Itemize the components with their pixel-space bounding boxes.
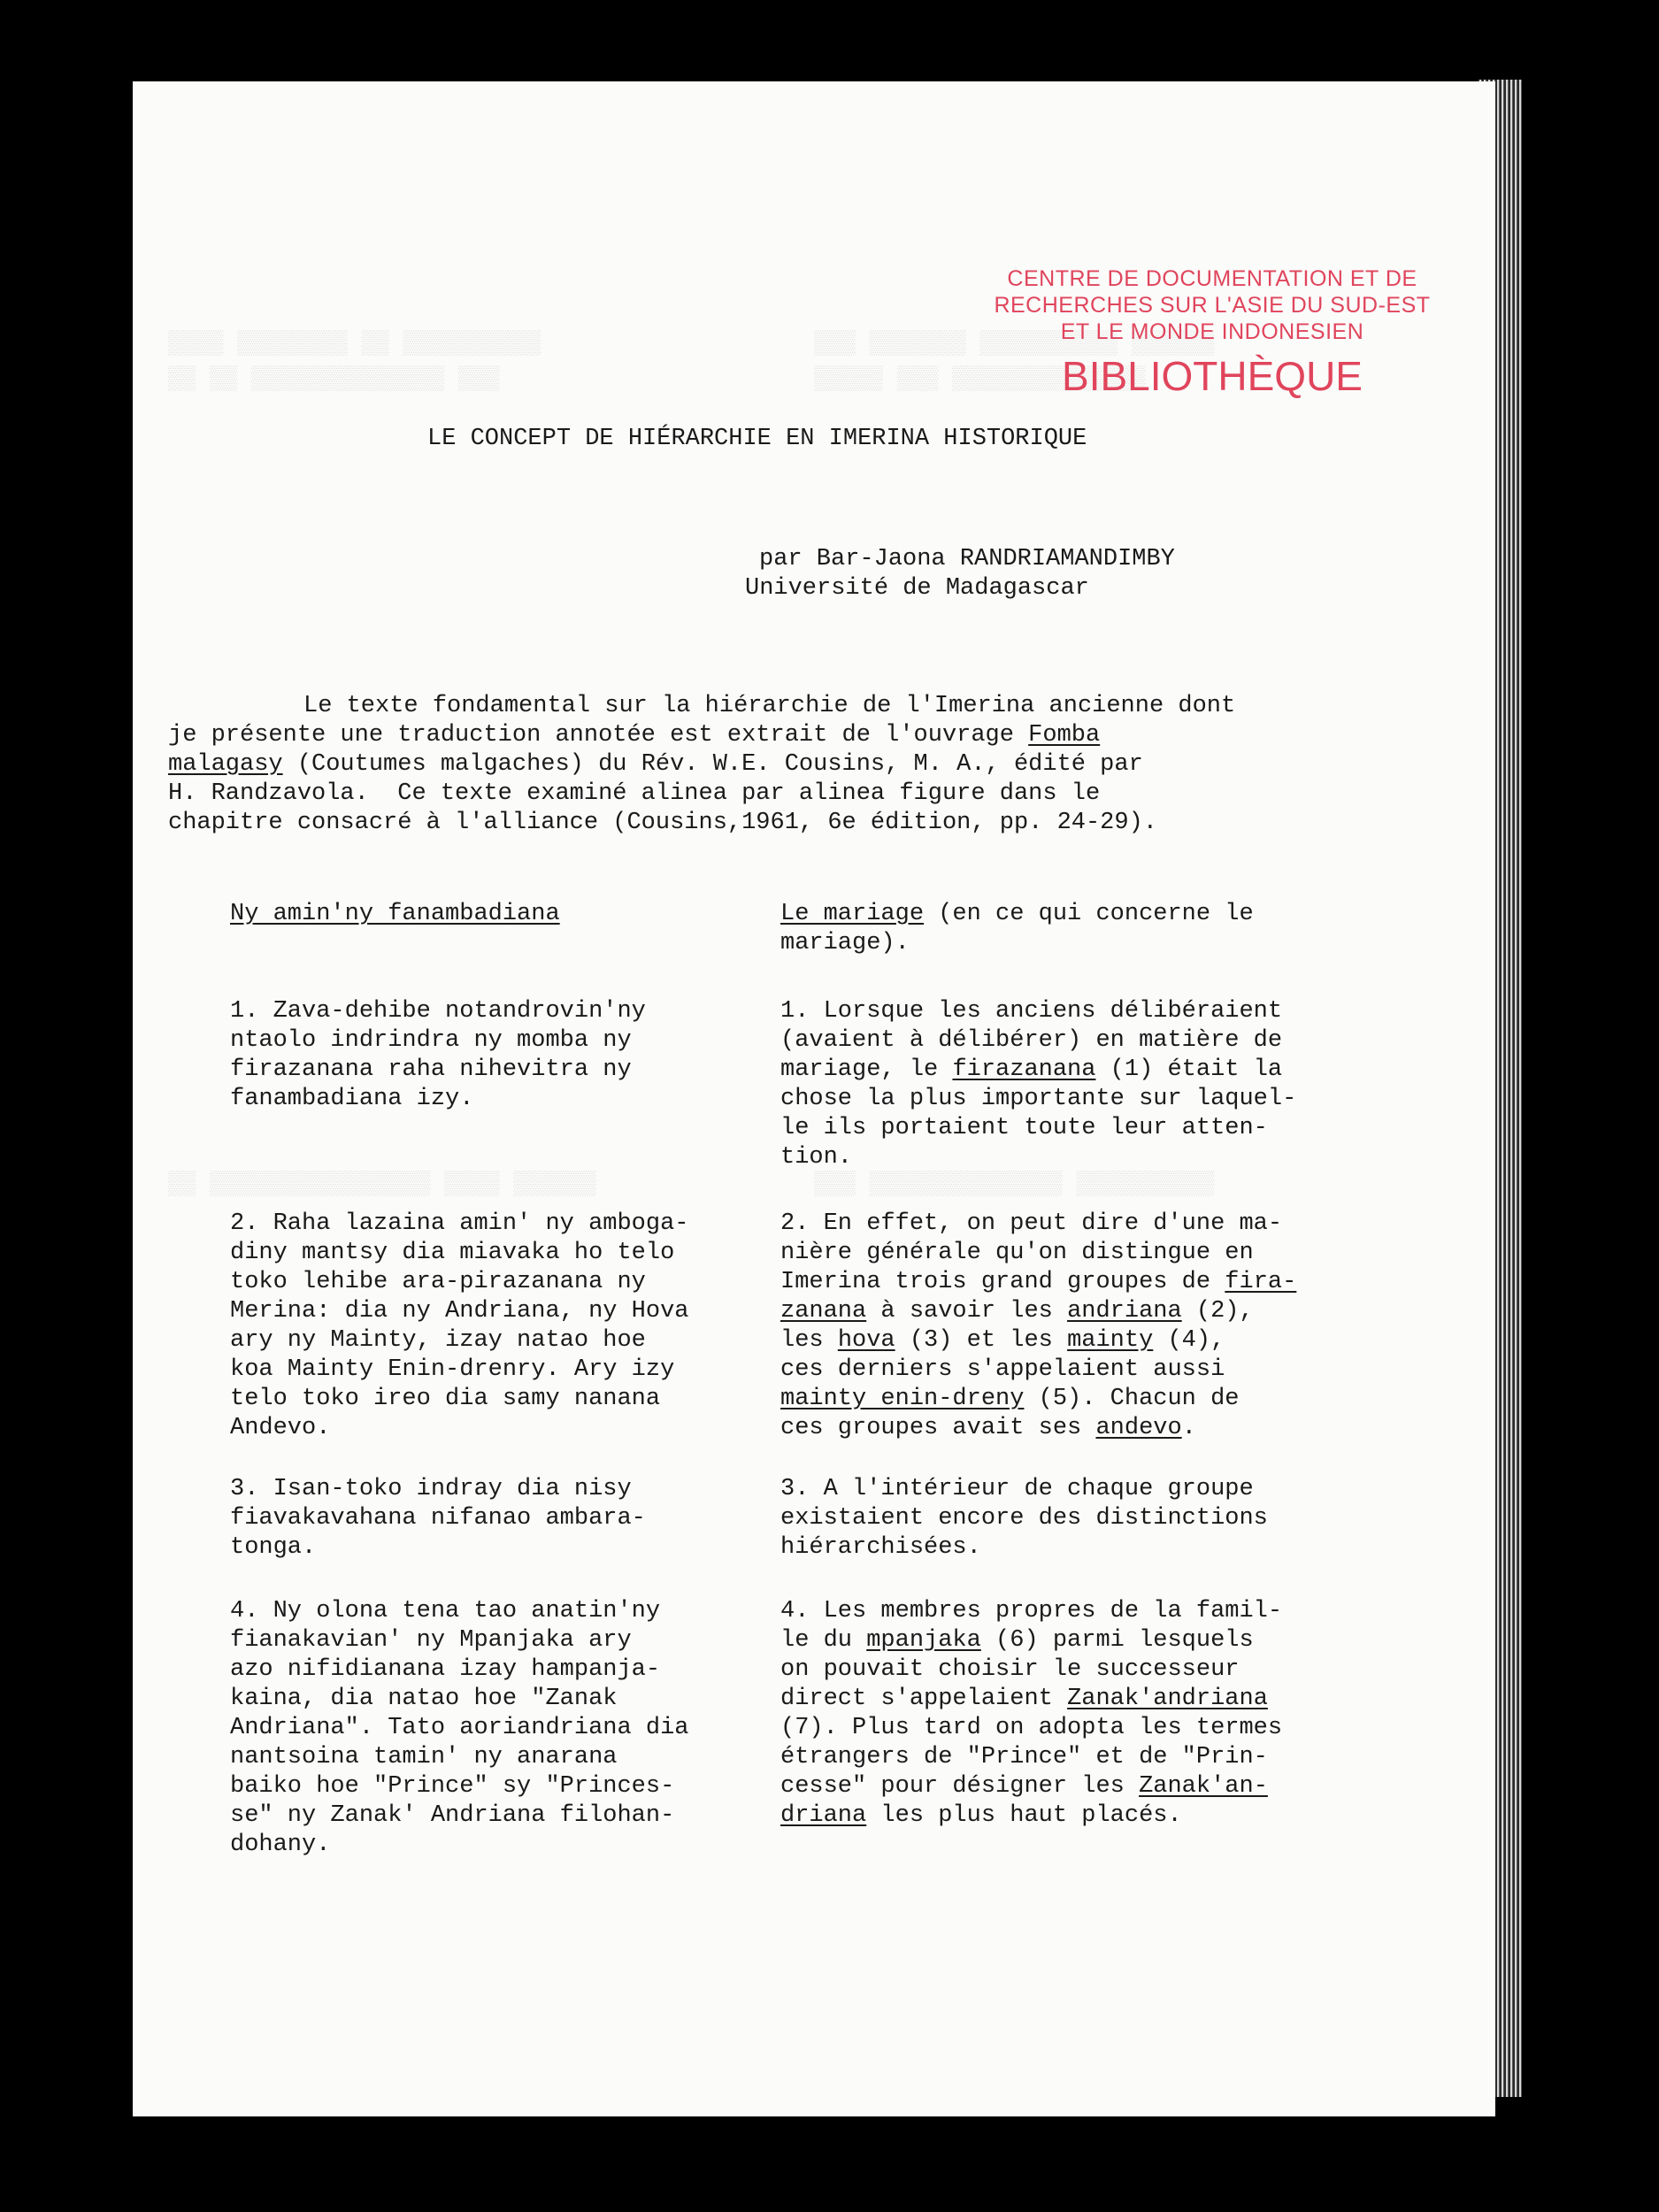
right-p4-line (780, 1772, 1268, 1801)
right-p2-line (780, 1385, 1240, 1414)
term-underlined: zanana (780, 1298, 867, 1325)
right-p4-line: (7). Plus tard on adopta les termes (780, 1715, 1283, 1741)
term-underlined: fira- (1225, 1269, 1297, 1295)
right-p1-line: 1. Lorsque les anciens délibéraient (780, 998, 1283, 1025)
left-p4-line: baiko hoe "Prince" sy "Princes- (230, 1773, 675, 1800)
intro-line: chapitre consacré à l'alliance (Cousins,1961, 6e édition, pp. 24-29). (168, 810, 1157, 836)
left-p4-line: fianakavian' ny Mpanjaka ary (230, 1627, 632, 1654)
term-underlined: mainty (1067, 1327, 1154, 1354)
left-p2-line: diny mantsy dia miavaka ho telo (230, 1240, 675, 1266)
text-run: (2), (1181, 1298, 1254, 1325)
show-through-texture: ▒▒▒▒ ▒▒▒▒▒▒▒▒ ▒▒ ▒▒▒▒▒▒▒▒▒▒ ▒▒ ▒▒ ▒▒▒▒▒▒▒▒▒▒▒▒▒▒ ▒▒▒ ▒▒▒ ▒▒▒▒▒▒▒ ▒▒▒▒▒▒▒▒▒▒ ▒▒▒▒▒▒ ▒▒▒▒▒ ▒▒▒ ▒▒▒▒▒▒▒▒▒▒▒▒▒▒ ▒▒ ▒▒▒▒▒▒▒▒▒▒▒▒▒▒▒▒ ▒▒▒▒ ▒▒▒▒▒▒ ▒▒▒ ▒▒▒▒▒▒▒▒▒▒▒▒▒▒ ▒▒▒▒▒▒▒▒▒▒ (168, 330, 1215, 1197)
text-run: (3) et les (895, 1327, 1068, 1354)
left-p2-line: Andevo. (230, 1415, 331, 1441)
intro-line (168, 721, 1100, 750)
left-p2-line: ary ny Mainty, izay natao hoe (230, 1327, 646, 1354)
right-p4-line (780, 1801, 1182, 1831)
left-p4-line: se" ny Zanak' Andriana filohan- (230, 1802, 675, 1829)
article-title: LE CONCEPT DE HIÉRARCHIE EN IMERINA HISTORIQUE (427, 426, 1087, 452)
left-p4-line: 4. Ny olona tena tao anatin'ny (230, 1598, 661, 1624)
right-heading (780, 900, 1254, 929)
left-p2-line: 2. Raha lazaina amin' ny amboga- (230, 1210, 689, 1237)
right-p2-line (780, 1268, 1296, 1297)
document-page (133, 81, 1495, 2116)
left-p4-line: nantsoina tamin' ny anarana (230, 1744, 618, 1770)
left-p4-line: azo nifidianana izay hampanja- (230, 1656, 661, 1683)
right-p1-line: (avaient à délibérer) en matière de (780, 1027, 1283, 1054)
intro-line: Le texte fondamental sur la hiérarchie de l'Imerina ancienne dont (303, 693, 1236, 719)
author-line: par Bar-Jaona RANDRIAMANDIMBY (759, 546, 1175, 572)
left-p4-line: kaina, dia natao hoe "Zanak (230, 1686, 618, 1712)
term-underlined: andriana (1067, 1298, 1182, 1325)
right-p1-line: le ils portaient toute leur atten- (780, 1115, 1268, 1141)
right-p4-line: étrangers de "Prince" et de "Prin- (780, 1744, 1268, 1770)
left-p3-line: fiavakavahana nifanao ambara- (230, 1505, 646, 1532)
left-p4-line: dohany. (230, 1832, 331, 1858)
term-underlined: driana (780, 1802, 867, 1829)
left-p4-line: Andriana". Tato aoriandriana dia (230, 1715, 689, 1741)
stamp-line-1: CENTRE DE DOCUMENTATION ET DE (1007, 266, 1417, 291)
text-run: le du (780, 1627, 867, 1654)
text-run: (5). Chacun de (1024, 1386, 1240, 1412)
right-p3-line: hiérarchisées. (780, 1534, 981, 1561)
book-title-part: malagasy (168, 751, 283, 778)
right-p2-line (780, 1297, 1254, 1326)
text-run: à savoir les (866, 1298, 1068, 1325)
text-run: direct s'appelaient (780, 1686, 1068, 1712)
left-p1-line: firazanana raha nihevitra ny (230, 1056, 632, 1083)
right-p1-line (780, 1056, 1282, 1085)
right-p3-line: 3. A l'intérieur de chaque groupe (780, 1476, 1254, 1502)
text-run: les (780, 1327, 838, 1354)
library-stamp (902, 265, 1495, 402)
term-underlined: andevo (1095, 1415, 1182, 1441)
left-p3-line: 3. Isan-toko indray dia nisy (230, 1476, 632, 1502)
text-run: (6) parmi lesquels (980, 1627, 1254, 1654)
book-title-part: Fomba (1028, 722, 1101, 749)
heading-underlined: Le mariage (780, 901, 925, 927)
text-run: . (1181, 1415, 1196, 1441)
text-run: (Coutumes malgaches) du Rév. W.E. Cousins, M. A., édité par (282, 751, 1143, 778)
left-p1-line: 1. Zava-dehibe notandrovin'ny (230, 998, 646, 1025)
text-run: cesse" pour désigner les (780, 1773, 1140, 1800)
text-run: je présente une traduction annotée est extrait de l'ouvrage (168, 722, 1029, 749)
text-run: les plus haut placés. (866, 1802, 1182, 1829)
text-run: ces groupes avait ses (780, 1415, 1096, 1441)
right-p2-line (780, 1326, 1225, 1356)
term-underlined: mpanjaka (866, 1627, 981, 1654)
right-p2-line: nière générale qu'on distingue en (780, 1240, 1254, 1266)
left-p2-line: koa Mainty Enin-drenry. Ary izy (230, 1356, 675, 1383)
stamp-line-2: RECHERCHES SUR L'ASIE DU SUD-EST (994, 293, 1431, 318)
stamp-line-3: ET LE MONDE INDONESIEN (1060, 319, 1364, 344)
intro-line (168, 750, 1143, 780)
text-run: mariage, le (780, 1056, 953, 1083)
right-p2-line: 2. En effet, on peut dire d'une ma- (780, 1210, 1283, 1237)
term-underlined: Zanak'an- (1139, 1773, 1268, 1800)
text-run: (4), (1153, 1327, 1225, 1354)
right-p4-line (780, 1626, 1254, 1655)
right-p4-line (780, 1685, 1268, 1714)
term-underlined: mainty enin-dreny (780, 1386, 1025, 1412)
left-p2-line: Merina: dia ny Andriana, ny Hova (230, 1298, 689, 1325)
term-underlined: Zanak'andriana (1067, 1686, 1268, 1712)
left-p2-line: telo toko ireo dia samy nanana (230, 1386, 661, 1412)
left-p2-line: toko lehibe ara-pirazanana ny (230, 1269, 646, 1295)
intro-line: H. Randzavola. Ce texte examiné alinea par alinea figure dans le (168, 780, 1101, 807)
right-p1-line: tion. (780, 1144, 853, 1171)
right-p4-line: 4. Les membres propres de la famil- (780, 1598, 1283, 1624)
term-underlined: hova (837, 1327, 895, 1354)
right-p2-line (780, 1414, 1196, 1443)
right-p4-line: on pouvait choisir le successeur (780, 1656, 1240, 1683)
left-p1-line: ntaolo indrindra ny momba ny (230, 1027, 632, 1054)
left-p1-line: fanambadiana izy. (230, 1086, 474, 1112)
left-p3-line: tonga. (230, 1534, 317, 1561)
text-run: (en ce qui concerne le (924, 901, 1254, 927)
text-run: Imerina trois grand groupes de (780, 1269, 1225, 1295)
term-underlined: firazanana (952, 1056, 1096, 1083)
right-p1-line: chose la plus importante sur laquel- (780, 1086, 1297, 1112)
right-heading-line2: mariage). (780, 930, 910, 956)
stamp-bibliotheque: BIBLIOTHÈQUE (1062, 353, 1363, 399)
left-heading: Ny amin'ny fanambadiana (230, 901, 560, 927)
right-p2-line: ces derniers s'appelaient aussi (780, 1356, 1225, 1383)
affiliation-line: Université de Madagascar (745, 575, 1089, 602)
text-run: (1) était la (1095, 1056, 1283, 1083)
right-p3-line: existaient encore des distinctions (780, 1505, 1268, 1532)
